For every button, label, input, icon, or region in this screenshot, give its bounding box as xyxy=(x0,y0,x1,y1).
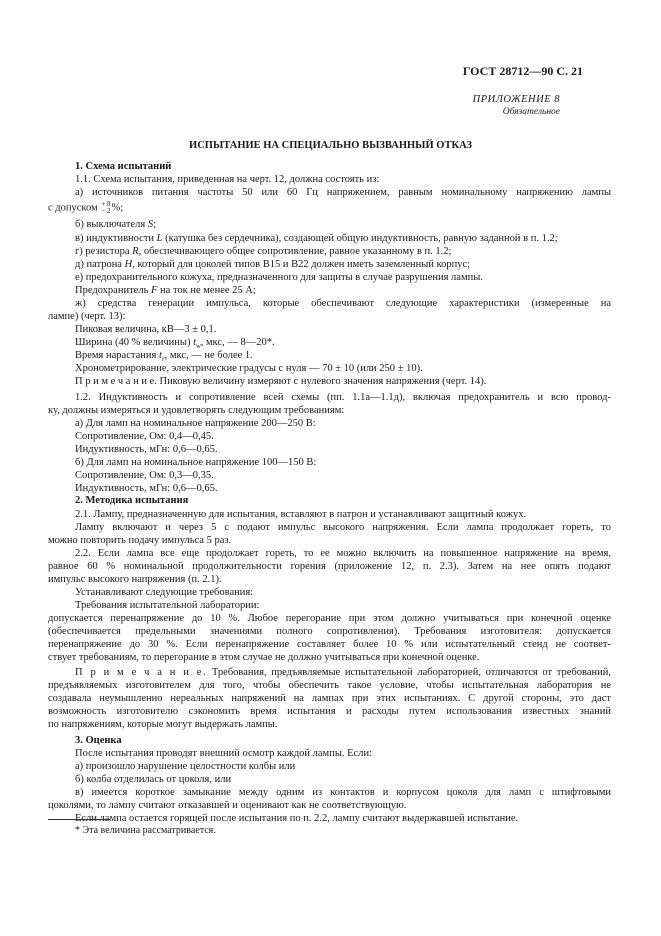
list-item xyxy=(75,232,611,245)
paragraph: Если лампа остается горящей после испытания по п. 2.2, лампу считают выдержавшей испытание. xyxy=(75,813,519,824)
paragraph xyxy=(48,201,611,215)
paragraph: Сопротивление, Ом: 0,3—0,35. xyxy=(75,470,214,481)
subscript: r xyxy=(161,355,165,364)
paragraph xyxy=(75,284,611,297)
list-item: а) Для ламп на номинальное напряжение 200—250 В: xyxy=(75,418,316,429)
paragraph: Индуктивность, мГн: 0,6—0,65. xyxy=(75,483,218,494)
paragraph: Пиковая величина, кВ—3 ± 0,1. xyxy=(75,324,217,335)
tolerance-lower: − 2 xyxy=(101,207,111,215)
text: г) резистора xyxy=(75,246,133,257)
paragraph: (обеспечивается предельными значениями полного сопротивления). Требования изготовителя: допускается xyxy=(48,626,611,637)
text: в) индуктивности xyxy=(75,233,157,244)
symbol: F xyxy=(151,285,158,296)
paragraph: 1.2. Индуктивность и сопротивление всей схемы (пп. 1.1а—1.1д), включая предохранитель и всю провод- xyxy=(75,392,611,403)
text: на ток не менее 25 А; xyxy=(157,285,256,296)
footnote: * Эта величина рассматривается. xyxy=(75,825,216,836)
text: Требования, предъявляемые испытательной лабораторией, отличаются от требований, xyxy=(207,667,611,678)
paragraph: импульс высокого напряжения (п. 2.1). xyxy=(48,574,222,585)
symbol: S xyxy=(147,219,154,230)
text: , мкс, — не более 1. xyxy=(164,350,253,361)
text: , мкс, — 8—20*. xyxy=(200,337,275,348)
list-item xyxy=(75,258,611,271)
paragraph: равное 60 % номинальной продолжительности горения (приложение 12, п. 2.3). Затем на нее опять подают xyxy=(48,561,611,572)
page-header: ГОСТ 28712—90 С. 21 xyxy=(462,64,583,78)
paragraph: можно повторить подачу импульса 5 раз. xyxy=(48,535,232,546)
note-label: П р и м е ч а н и е. xyxy=(75,376,157,387)
paragraph: 2.2. Если лампа все еще продолжает гореть, то ее можно включить на повышенное напряжение на время, xyxy=(75,548,611,559)
text: Время нарастания xyxy=(75,350,159,361)
list-item xyxy=(75,245,611,258)
paragraph: ку, должны измеряться и удовлетворять следующим требованиям: xyxy=(48,405,345,416)
section-heading: 1. Схема испытаний xyxy=(75,161,172,172)
text: с допуском xyxy=(48,202,98,214)
tolerance-fraction xyxy=(101,201,110,215)
symbol: H xyxy=(124,259,133,270)
paragraph: ствует требованиям, то перегорание в этом случае не должно учитываться при конечной оценке. xyxy=(48,652,480,663)
list-item-continuation: лампе) (черт. 13): xyxy=(48,311,126,322)
list-item: а) произошло нарушение целостности колбы или xyxy=(75,761,296,772)
text: , обеспечивающего общее сопротивление, равное указанному в п. 1.2; xyxy=(138,246,452,257)
paragraph: Хронометрирование, электрические градусы с нуля — 70 ± 10 (или 250 ± 10). xyxy=(75,363,423,374)
list-item: ж) средства генерации импульса, которые обеспечивают следующие характеристики (измеренные на xyxy=(75,298,611,309)
note-label: П р и м е ч а н и е. xyxy=(75,667,208,678)
tolerance-upper: + 8 xyxy=(101,200,111,208)
footnote-divider xyxy=(48,819,110,820)
paragraph: перенапряжение до 30 %. Если перенапряжение составляет более 10 % или испытательный стенд не соответ- xyxy=(48,639,611,650)
paragraph: Устанавливают следующие требования: xyxy=(75,587,254,598)
text: , который для цоколей типов B15 и B22 должен иметь заземленный корпус; xyxy=(132,259,471,270)
note: предъявляемых изготовителем для того, чтобы обеспечить такое условие, чтобы испытательная лаборатория не xyxy=(48,680,611,691)
list-item xyxy=(75,218,611,231)
text: б) выключателя xyxy=(75,219,148,230)
document-title: ИСПЫТАНИЕ НА СПЕЦИАЛЬНО ВЫЗВАННЫЙ ОТКАЗ xyxy=(189,140,472,151)
symbol: R xyxy=(132,246,139,257)
text: Предохранитель xyxy=(75,285,151,296)
paragraph: допускается перенапряжение до 10 %. Любое перегорание при этом должно учитываться при конечной оценке xyxy=(48,613,611,624)
list-item: е) предохранительного кожуха, предназначенного для защиты в случае разрушения лампы. xyxy=(75,272,483,283)
section-heading: 3. Оценка xyxy=(75,735,122,746)
note: создавала неумышленно нереальных напряжений на лампах при этих испытаниях. С другой стороны, это даст xyxy=(48,693,611,704)
section-heading: 2. Методика испытания xyxy=(75,495,189,506)
list-item: б) колба отделилась от цоколя, или xyxy=(75,774,232,785)
text: (катушка без сердечника), создающей общую индуктивность, равную заданной в п. 1.2; xyxy=(162,233,558,244)
paragraph: Лампу включают и через 5 с подают импульс высокого напряжения. Если лампа продолжает гореть, то xyxy=(75,522,611,533)
list-item: б) Для ламп на номинальное напряжение 100—150 В: xyxy=(75,457,317,468)
paragraph: Индуктивность, мГн: 0,6—0,65. xyxy=(75,444,218,455)
note xyxy=(75,666,611,679)
paragraph: а) источников питания частоты 50 или 60 Гц напряжением, равным номинальному напряжению лампы xyxy=(75,187,611,198)
symbol: t xyxy=(193,337,197,348)
text: Ширина (40 % величины) xyxy=(75,337,194,348)
subscript: w xyxy=(196,342,201,351)
paragraph: 1.1. Схема испытания, приведенная на черт. 12, должна состоять из: xyxy=(75,174,380,185)
list-item: в) имеется короткое замыкание между одним из контактов и корпусом цоколя для ламп с штифтовыми xyxy=(75,787,611,798)
text: д) патрона xyxy=(75,259,125,270)
paragraph: Сопротивление, Ом: 0,4—0,45. xyxy=(75,431,214,442)
text: %; xyxy=(111,202,124,214)
appendix-status: Обязательное xyxy=(502,107,560,117)
text: ; xyxy=(153,219,157,230)
note: возможность изготовителю сэкономить время испытания и расходы путем использования известных знаний xyxy=(48,706,611,717)
paragraph: Требования испытательной лаборатории: xyxy=(75,600,260,611)
note: по напряжениям, которые могут выдержать лампы. xyxy=(48,719,278,730)
list-item-continuation: цоколями, то лампу считают отказавшей и оценивают как не соответствующую. xyxy=(48,800,407,811)
appendix-title: ПРИЛОЖЕНИЕ 8 xyxy=(472,94,560,105)
note xyxy=(75,375,611,388)
symbol: L xyxy=(156,233,163,244)
symbol: t xyxy=(158,350,162,361)
paragraph: 2.1. Лампу, предназначенную для испытания, вставляют в патрон и устанавливают защитный кожух. xyxy=(75,509,527,520)
paragraph: После испытания проводят внешний осмотр каждой лампы. Если: xyxy=(75,748,372,759)
text: Пиковую величину измеряют с нулевого значения напряжения (черт. 14). xyxy=(156,376,487,387)
